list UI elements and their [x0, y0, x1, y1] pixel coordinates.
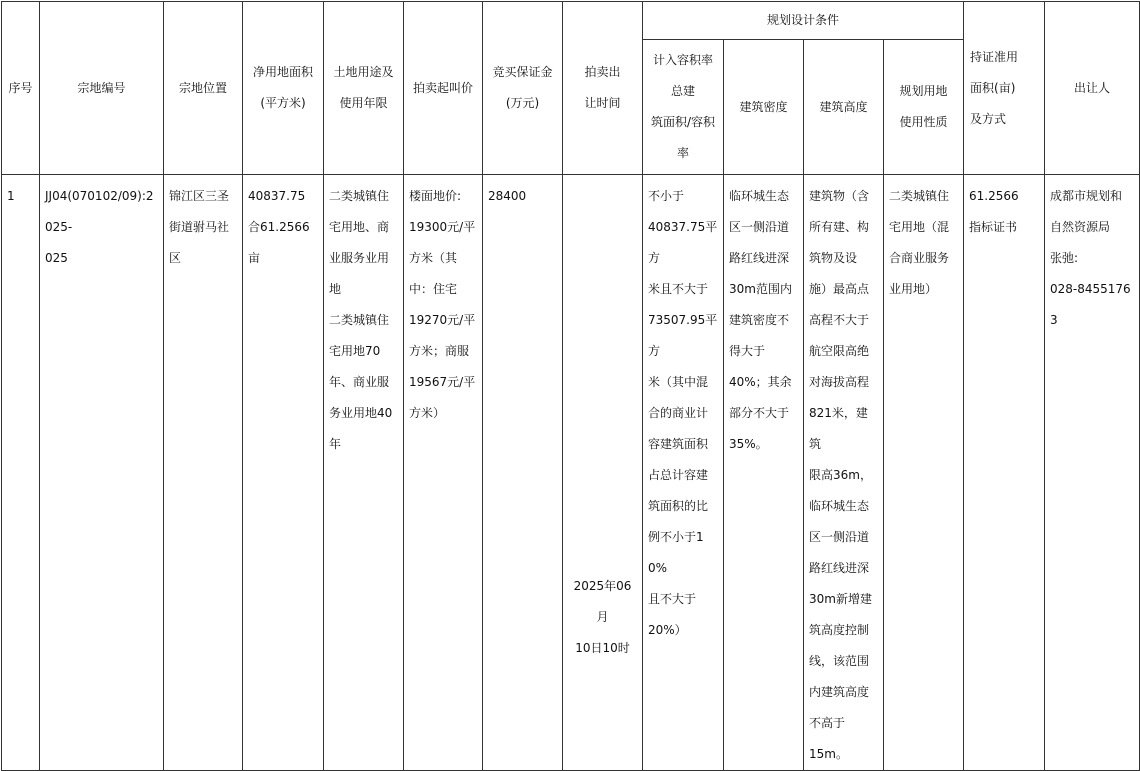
- cell-seq: 1: [2, 175, 40, 771]
- header-net-area: 净用地面积 (平方米): [243, 2, 324, 175]
- cell-height: 建筑物（含 所有建、构 筑物及设 施）最高点 高程不大于 航空限高绝 对海拔高程 821米，建筑 限高36m， 临环城生态 区一侧沿道 路红线进深 30m新增建 筑高度控制 线，该范围 内建筑高度 不高于 15m。: [804, 175, 884, 771]
- cell-parcel-id: JJ04(070102/09):2025- 025: [40, 175, 164, 771]
- cell-start-price: 楼面地价: 19300元/平 方米（其 中：住宅 19270元/平 方米；商服 19567元/平 方米）: [404, 175, 483, 771]
- header-location: 宗地位置: [164, 2, 243, 175]
- land-auction-table: [1, 1, 1140, 771]
- cell-net-area: 40837.75 合61.2566亩: [243, 175, 324, 771]
- header-start-price: 拍卖起叫价: [404, 2, 483, 175]
- header-parcel-id: 宗地编号: [40, 2, 164, 175]
- header-height: 建筑高度: [804, 40, 884, 175]
- cell-land-use: 二类城镇住 宅用地、商 业服务业用 地 二类城镇住 宅用地70 年、商业服 务业用地40 年: [324, 175, 404, 771]
- header-planned-use: 规划用地 使用性质: [884, 40, 964, 175]
- cell-auction-time: 2025年06月 10日10时: [563, 175, 643, 771]
- cell-location: 锦江区三圣 街道驸马社 区: [164, 175, 243, 771]
- header-density: 建筑密度: [724, 40, 804, 175]
- header-transferor: 出让人: [1045, 2, 1140, 175]
- header-planning-group: 规划设计条件: [643, 2, 964, 40]
- header-land-use: 土地用途及 使用年限: [324, 2, 404, 175]
- header-deposit: 竞买保证金 (万元): [483, 2, 563, 175]
- cell-planned-use: 二类城镇住 宅用地（混 合商业服务 业用地）: [884, 175, 964, 771]
- cell-deposit: 28400: [483, 175, 563, 771]
- cell-far: 不小于 40837.75平方 米且不大于 73507.95平方 米（其中混 合的商业计 容建筑面积 占总计容建 筑面积的比 例不小于10% 且不大于 20%）: [643, 175, 724, 771]
- header-far: 计入容积率 总建 筑面积/容积 率: [643, 40, 724, 175]
- header-seq: 序号: [2, 2, 40, 175]
- cell-transferor: 成都市规划和 自然资源局 张弛: 028-84551763: [1045, 175, 1140, 771]
- cell-density: 临环城生态 区一侧沿道 路红线进深 30m范围内 建筑密度不 得大于 40%；其余 部分不大于 35%。: [724, 175, 804, 771]
- table-row: [2, 175, 1140, 771]
- header-quota: 持证准用 面积(亩) 及方式: [964, 2, 1045, 175]
- header-auction-time: 拍卖出 让时间: [563, 2, 643, 175]
- cell-quota: 61.2566 指标证书: [964, 175, 1045, 771]
